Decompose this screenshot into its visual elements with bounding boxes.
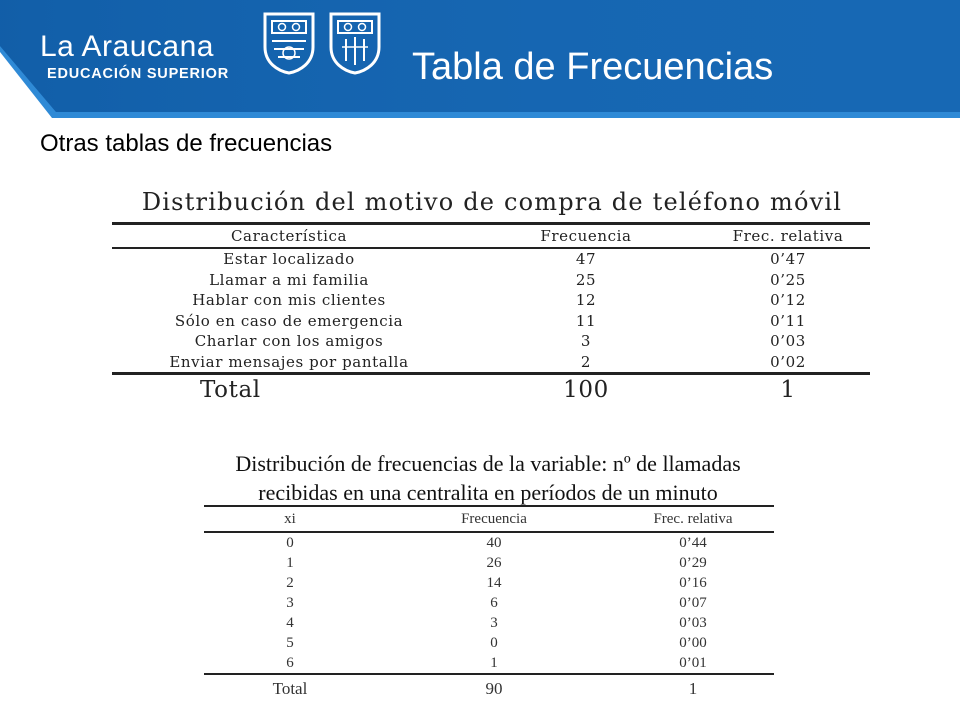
- table1-cell-frec-relativa: 0’25: [770, 270, 806, 289]
- table1-cell-frecuencia: 11: [575, 311, 597, 330]
- table2-caption-line2: recibidas en una centralita en períodos de un minuto: [258, 480, 718, 505]
- table1-cell-frec-relativa: 0’02: [770, 352, 806, 371]
- table1-header-row: [112, 224, 870, 249]
- table-row: [204, 653, 774, 674]
- table1-total-label: Total: [112, 374, 466, 406]
- table2-llamadas: [204, 505, 774, 703]
- table-row: [112, 290, 870, 311]
- table1-caption: Distribución del motivo de compra de teléfono móvil: [141, 188, 843, 216]
- table2-cell-frec-relativa: 0’16: [679, 575, 707, 591]
- table1-cell-frecuencia: 2: [580, 352, 592, 371]
- table1-header-caracteristica: Característica: [112, 224, 466, 249]
- table1-total-row: [112, 374, 870, 406]
- slide-subtitle: Otras tablas de frecuencias: [40, 130, 333, 157]
- table-row: [112, 331, 870, 352]
- table1-total-frec-relativa: 1: [706, 374, 870, 406]
- table1-cell-caracteristica: Llamar a mi familia: [209, 270, 369, 289]
- crest-left-icon: [262, 11, 316, 75]
- table2-cell-xi: 0: [286, 535, 294, 551]
- table2-cell-frecuencia: 40: [486, 535, 502, 551]
- table-row: [204, 553, 774, 573]
- table1-cell-caracteristica: Estar localizado: [223, 250, 355, 269]
- slide-title: Tabla de Frecuencias: [412, 46, 774, 88]
- table-row: [204, 633, 774, 653]
- table2-cell-frec-relativa: 0’07: [679, 595, 707, 611]
- table1-header-frecuencia: Frecuencia: [466, 224, 706, 249]
- table2-cell-frec-relativa: 0’44: [679, 535, 707, 551]
- table-row: [112, 270, 870, 291]
- table1-cell-frec-relativa: 0’47: [770, 250, 806, 269]
- table2-total-frecuencia: 90: [376, 674, 612, 703]
- table1-cell-caracteristica: Enviar mensajes por pantalla: [169, 352, 409, 371]
- table2-cell-frec-relativa: 0’29: [679, 555, 707, 571]
- table1-total-frecuencia: 100: [466, 374, 706, 406]
- table1-cell-frec-relativa: 0’03: [770, 332, 806, 351]
- table2-cell-frecuencia: 6: [490, 595, 498, 611]
- table-row: [204, 613, 774, 633]
- table-row: [204, 532, 774, 553]
- table-row: [204, 593, 774, 613]
- table-row: [204, 573, 774, 593]
- brand-name: La Araucana: [40, 30, 214, 63]
- table1-cell-frec-relativa: 0’12: [770, 291, 806, 310]
- table2-header-row: [204, 506, 774, 532]
- table2-cell-xi: 3: [286, 595, 294, 611]
- table2-cell-xi: 5: [286, 635, 294, 651]
- table2-total-frec-relativa: 1: [612, 674, 774, 703]
- table1-header-frec-relativa: Frec. relativa: [706, 224, 870, 249]
- table2-caption: [188, 449, 788, 507]
- header-banner: [0, 0, 960, 118]
- table2-total-label: Total: [204, 674, 376, 703]
- table2-total-row: [204, 674, 774, 703]
- table-row: [112, 311, 870, 332]
- table2-cell-frecuencia: 0: [490, 635, 498, 651]
- table2-cell-frec-relativa: 0’01: [679, 655, 707, 671]
- table-row: [112, 248, 870, 270]
- table2-cell-xi: 6: [286, 655, 294, 671]
- table1-cell-caracteristica: Charlar con los amigos: [194, 332, 384, 351]
- crest-right-icon: [328, 11, 382, 75]
- table1-cell-frecuencia: 25: [575, 270, 597, 289]
- table2-cell-frec-relativa: 0’00: [679, 635, 707, 651]
- table2-header-frecuencia: Frecuencia: [376, 506, 612, 532]
- table2-cell-frecuencia: 1: [490, 655, 498, 671]
- table1-cell-caracteristica: Sólo en caso de emergencia: [174, 311, 404, 330]
- table-row: [112, 352, 870, 374]
- table2-cell-xi: 4: [286, 615, 294, 631]
- table2-cell-xi: 1: [286, 555, 294, 571]
- table2-cell-frecuencia: 26: [486, 555, 502, 571]
- table2-caption-line1: Distribución de frecuencias de la variable: nº de llamadas: [235, 451, 741, 476]
- table2-cell-frecuencia: 3: [490, 615, 498, 631]
- table1-cell-frecuencia: 3: [580, 332, 592, 351]
- table1-cell-frecuencia: 47: [575, 250, 597, 269]
- table1-cell-caracteristica: Hablar con mis clientes: [192, 291, 386, 310]
- table1-motivo-compra: [112, 222, 870, 405]
- table2-header-xi: xi: [204, 506, 376, 532]
- brand-tagline: EDUCACIÓN SUPERIOR: [47, 66, 229, 82]
- table2-cell-frec-relativa: 0’03: [679, 615, 707, 631]
- table2-cell-xi: 2: [286, 575, 294, 591]
- table1-cell-frecuencia: 12: [575, 291, 597, 310]
- table2-cell-frecuencia: 14: [486, 575, 502, 591]
- table1-cell-frec-relativa: 0’11: [770, 311, 806, 330]
- table2-header-frec-relativa: Frec. relativa: [612, 506, 774, 532]
